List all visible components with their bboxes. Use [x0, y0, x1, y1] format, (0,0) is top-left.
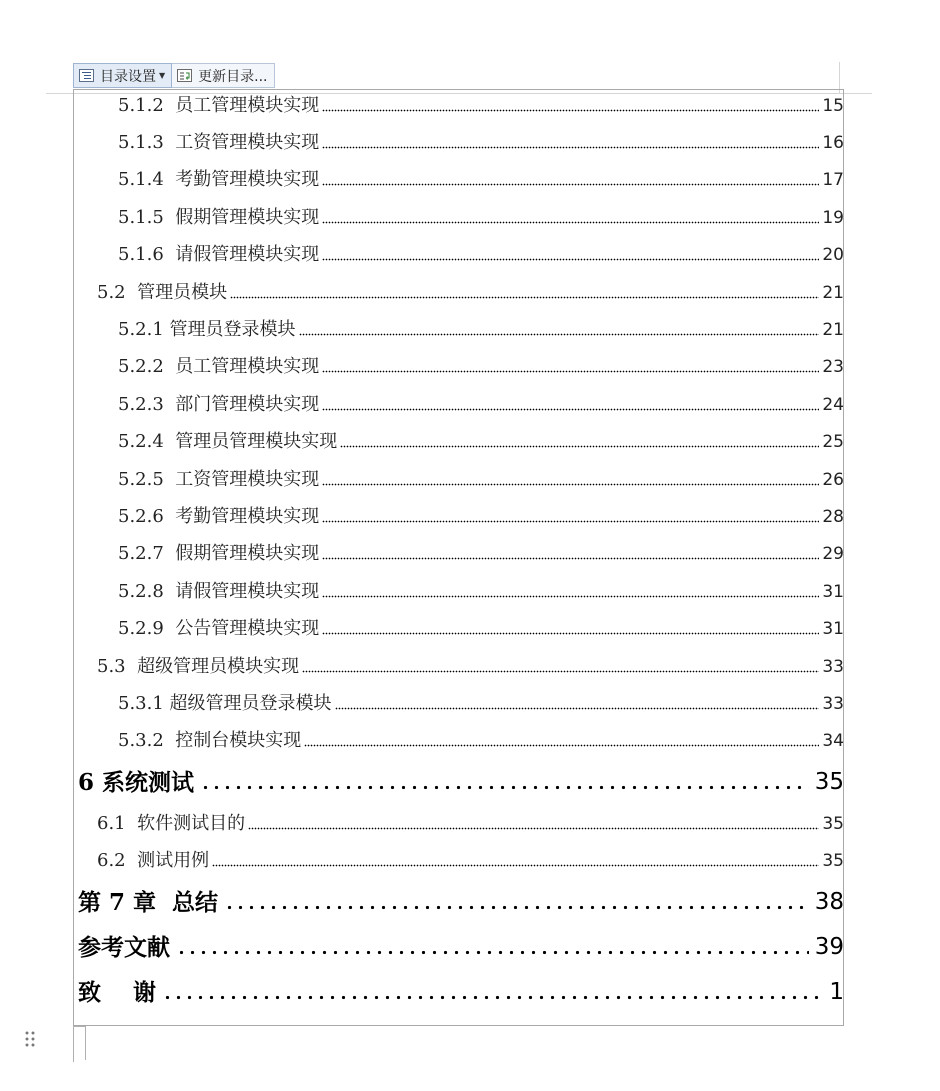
- toc-entry-label: 5.3.1 超级管理员登录模块: [118, 693, 332, 714]
- toc-leader: [322, 109, 819, 112]
- toc-entry[interactable]: [97, 284, 844, 302]
- toc-entry-page: 16: [822, 133, 844, 153]
- toc-entry-label: 5.1.2 员工管理模块实现: [118, 95, 320, 116]
- toc-entry-page: 33: [822, 657, 844, 677]
- toc-entry[interactable]: [118, 171, 844, 189]
- update-toc-button[interactable]: [172, 63, 274, 88]
- toc-entry-chapter[interactable]: [78, 771, 844, 794]
- toc-entry-page: 35: [814, 769, 844, 795]
- toc-leader: [224, 905, 809, 910]
- toc-leader: [322, 408, 819, 411]
- toc-leader: [322, 183, 819, 186]
- toc-entry-label: 5.2.9 公告管理模块实现: [118, 618, 320, 639]
- toc-entry-page: 25: [822, 432, 844, 452]
- toc-entry-page: 21: [822, 283, 844, 303]
- toc-entry[interactable]: [118, 545, 844, 563]
- toc-entry-label: 5.1.4 考勤管理模块实现: [118, 169, 320, 190]
- toc-leader: [322, 221, 819, 224]
- toc-entry-page: 21: [822, 320, 844, 340]
- toc-entry[interactable]: [118, 732, 844, 750]
- toc-entry-page: 23: [822, 357, 844, 377]
- toc-entry-page: 31: [822, 619, 844, 639]
- toc-entry[interactable]: [118, 396, 844, 414]
- toc-leader: [212, 864, 819, 867]
- toc-leader: [302, 670, 819, 673]
- toc-leader: [162, 995, 823, 1000]
- update-toc-label: 更新目录...: [198, 68, 268, 85]
- toc-entry[interactable]: [97, 815, 844, 833]
- toc-entry-chapter[interactable]: [78, 981, 844, 1004]
- toc-entry-chapter[interactable]: [78, 891, 844, 914]
- toc-leader: [340, 445, 819, 448]
- toc-entry-page: 29: [822, 544, 844, 564]
- toc-entry-label: 第 7 章 总结: [78, 889, 219, 916]
- toc-entry-label: 5.2 管理员模块: [97, 282, 228, 303]
- toc-entry[interactable]: [118, 471, 844, 489]
- toc-entry-label: 6.1 软件测试目的: [97, 813, 246, 834]
- toc-entry-page: 38: [814, 889, 844, 915]
- toc-toolbar: [73, 63, 275, 88]
- toc-entry-page: 33: [822, 694, 844, 714]
- page-corner-mark-h: [73, 1026, 85, 1027]
- toc-leader: [299, 333, 820, 336]
- toc-entry-label: 5.2.6 考勤管理模块实现: [118, 506, 320, 527]
- toc-entry-page: 17: [822, 170, 844, 190]
- toc-entry-page: 24: [822, 395, 844, 415]
- toc-entry[interactable]: [118, 695, 844, 713]
- toc-entry-label: 5.2.4 管理员管理模块实现: [118, 431, 338, 452]
- refresh-toc-icon: [177, 69, 192, 82]
- toc-entry-label: 参考文献: [78, 934, 170, 961]
- toc-entry-label: 5.1.5 假期管理模块实现: [118, 207, 320, 228]
- toc-leader: [322, 557, 819, 560]
- toc-leader: [304, 744, 819, 747]
- page-corner-mark-v: [85, 1026, 86, 1060]
- toc-leader: [335, 707, 820, 710]
- page-margin-guide-left: [73, 1024, 74, 1062]
- toc-entry[interactable]: [97, 852, 844, 870]
- toc-entry[interactable]: [118, 358, 844, 376]
- toc-entry-page: 31: [822, 582, 844, 602]
- toc-entry-label: 5.2.7 假期管理模块实现: [118, 543, 320, 564]
- toc-leader: [322, 370, 819, 373]
- drag-handle-icon[interactable]: [24, 1030, 36, 1048]
- toc-entry-label: 5.2.5 工资管理模块实现: [118, 469, 320, 490]
- toc-entry-label: 5.3.2 控制台模块实现: [118, 730, 302, 751]
- toc-settings-label: 目录设置: [100, 68, 156, 85]
- toc-entry-label: 6 系统测试: [78, 769, 195, 796]
- toc-leader: [322, 595, 819, 598]
- toc-entry-label: 致 谢: [78, 979, 157, 1006]
- toc-leader: [248, 827, 819, 830]
- toc-entry-page: 1: [829, 979, 844, 1005]
- toc-entry-page: 35: [822, 851, 844, 871]
- toc-entry[interactable]: [118, 246, 844, 264]
- toc-leader: [322, 146, 819, 149]
- toc-entry-page: 34: [822, 731, 844, 751]
- chevron-down-icon: ▼: [159, 71, 166, 80]
- toc-leader: [322, 483, 819, 486]
- toc-entry[interactable]: [118, 321, 844, 339]
- toc-entry-label: 5.2.2 员工管理模块实现: [118, 356, 320, 377]
- toc-entry-label: 5.1.3 工资管理模块实现: [118, 132, 320, 153]
- toc-entry-label: 5.2.3 部门管理模块实现: [118, 394, 320, 415]
- toc-entry-label: 5.1.6 请假管理模块实现: [118, 244, 320, 265]
- toc-entry[interactable]: [118, 97, 844, 115]
- toc-list-icon: [79, 69, 94, 82]
- toc-entry-page: 28: [822, 507, 844, 527]
- toc-entry[interactable]: [118, 433, 844, 451]
- toc-entry[interactable]: [118, 209, 844, 227]
- toc-leader: [322, 520, 819, 523]
- toc-entry[interactable]: [97, 658, 844, 676]
- toc-leader: [200, 785, 809, 790]
- toc-entry-page: 35: [822, 814, 844, 834]
- toc-entry-page: 15: [822, 96, 844, 116]
- toc-entry[interactable]: [118, 620, 844, 638]
- toc-entry-chapter[interactable]: [78, 936, 844, 959]
- toc-entry[interactable]: [118, 134, 844, 152]
- toc-entry-page: 39: [814, 934, 844, 960]
- toc-entry-label: 6.2 测试用例: [97, 850, 210, 871]
- toc-entry-page: 19: [822, 208, 844, 228]
- toc-entry-label: 5.3 超级管理员模块实现: [97, 656, 300, 677]
- toc-entry-page: 26: [822, 470, 844, 490]
- toc-entry[interactable]: [118, 583, 844, 601]
- toc-entry-page: 20: [822, 245, 844, 265]
- toc-entry[interactable]: [118, 508, 844, 526]
- toc-leader: [322, 632, 819, 635]
- toc-entry-label: 5.2.1 管理员登录模块: [118, 319, 296, 340]
- toc-leader: [322, 258, 819, 261]
- toc-entry-label: 5.2.8 请假管理模块实现: [118, 581, 320, 602]
- toc-leader: [176, 950, 809, 955]
- toc-settings-button[interactable]: [73, 63, 172, 88]
- toc-leader: [230, 296, 819, 299]
